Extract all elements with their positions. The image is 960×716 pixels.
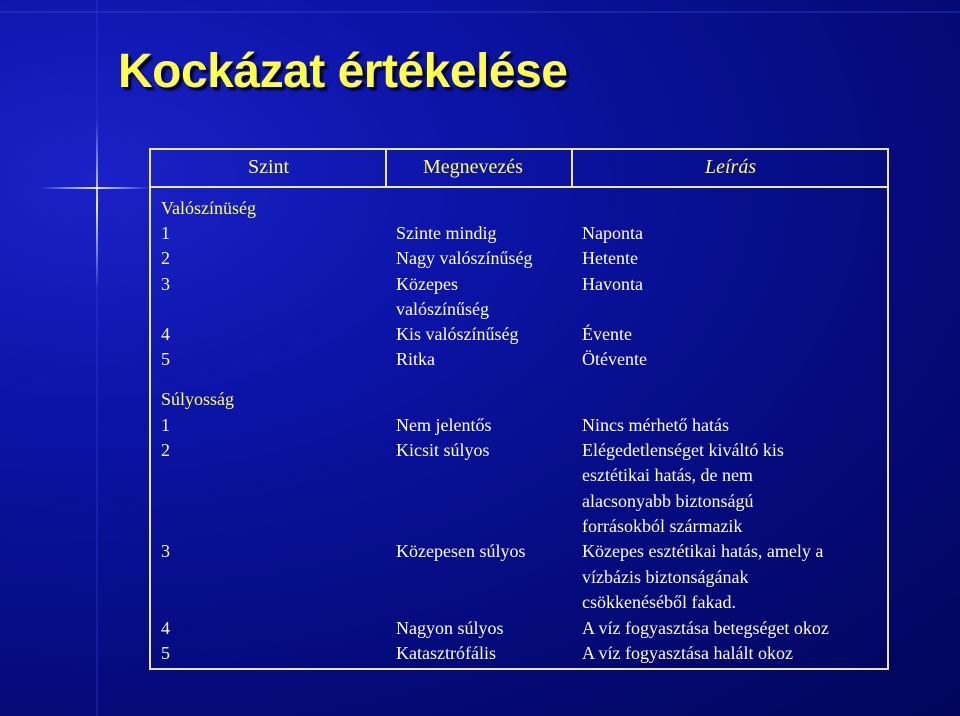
- section-label-probability: Valószínüség: [161, 198, 256, 218]
- name-cell: Kicsit súlyos: [396, 440, 490, 460]
- desc-cell: esztétikai hatás, de nem: [582, 465, 753, 485]
- desc-cell: Ötévente: [582, 349, 647, 369]
- level-cell: 2: [161, 248, 170, 268]
- risk-table: [149, 148, 889, 670]
- header-megnevezes: Megnevezés: [423, 156, 523, 178]
- level-cell: 2: [161, 440, 170, 460]
- level-cell: 5: [161, 643, 170, 663]
- desc-cell: forrásokból származik: [582, 516, 743, 536]
- header-leiras: Leírás: [705, 156, 757, 178]
- level-cell: 4: [161, 324, 170, 344]
- desc-cell: Hetente: [582, 248, 638, 268]
- level-cell: 1: [161, 415, 170, 435]
- name-cell: Nagy valószínűség: [396, 248, 533, 268]
- header-column-divider: [385, 148, 387, 188]
- desc-cell: vízbázis biztonságának: [582, 567, 749, 587]
- desc-cell: alacsonyabb biztonságú: [582, 491, 754, 511]
- desc-cell: A víz fogyasztása halált okoz: [582, 643, 793, 663]
- desc-cell: Havonta: [582, 274, 643, 294]
- level-cell: 3: [161, 274, 170, 294]
- name-cell: Közepesen súlyos: [396, 541, 526, 561]
- desc-cell: Naponta: [582, 223, 643, 243]
- desc-cell: Nincs mérhető hatás: [582, 415, 729, 435]
- page-title: Kockázat értékelése: [118, 45, 568, 98]
- name-cell: valószínűség: [396, 299, 489, 319]
- header-szint: Szint: [248, 156, 290, 178]
- level-cell: 3: [161, 541, 170, 561]
- desc-cell: Közepes esztétikai hatás, amely a: [582, 541, 824, 561]
- header-column-divider: [571, 148, 573, 188]
- name-cell: Szinte mindig: [396, 223, 497, 243]
- name-cell: Kis valószínűség: [396, 324, 519, 344]
- name-cell: Nem jelentős: [396, 415, 492, 435]
- desc-cell: csökkenéséből fakad.: [582, 592, 736, 612]
- level-cell: 5: [161, 349, 170, 369]
- name-cell: Nagyon súlyos: [396, 618, 504, 638]
- level-cell: 4: [161, 618, 170, 638]
- desc-cell: Elégedetlenséget kiváltó kis: [582, 440, 784, 460]
- name-cell: Katasztrófális: [396, 643, 496, 663]
- desc-cell: Évente: [582, 324, 632, 344]
- name-cell: Közepes: [396, 274, 458, 294]
- desc-cell: A víz fogyasztása betegséget okoz: [582, 618, 829, 638]
- name-cell: Ritka: [396, 349, 435, 369]
- section-label-severity: Súlyosság: [161, 389, 235, 409]
- level-cell: 1: [161, 223, 170, 243]
